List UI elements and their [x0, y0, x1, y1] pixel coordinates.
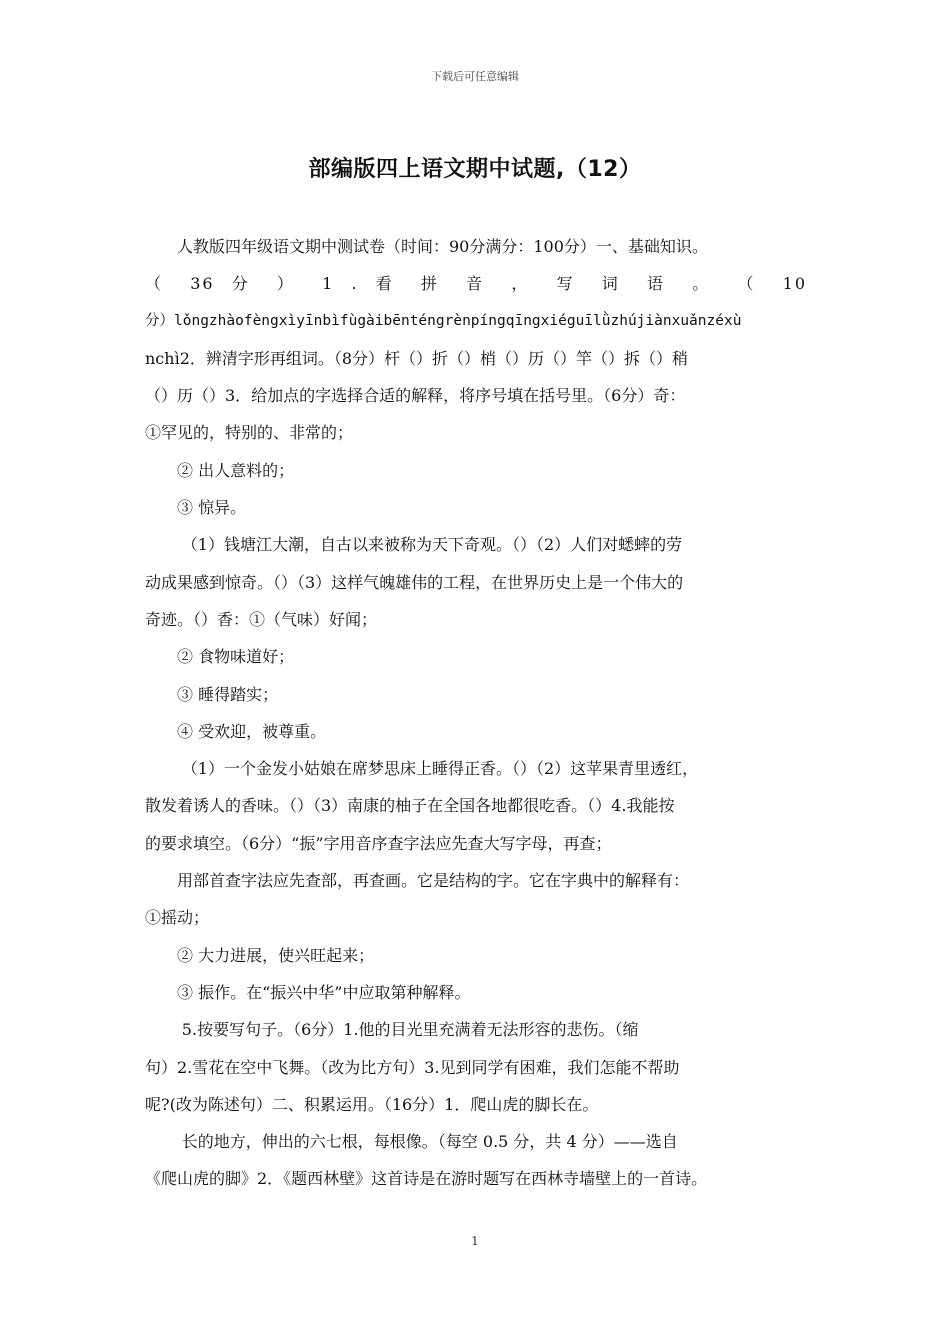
text-line: 长的地方，伸出的六七根，每根像。（每空 0.5 分，共 4 分）——选自 [181, 1132, 678, 1152]
text-line: 人教版四年级语文期中测试卷（时间：90分满分：100分）一、基础知识。 [177, 237, 708, 256]
header-note: 下载后可任意编辑 [431, 70, 519, 83]
pinyin-line: 分）lǒngzhàofèngxìyīnbìfùgàibēnténgrènpíngqīngxiéguīlǜzhújiànxuǎnzéxù [145, 312, 742, 329]
text-line: ③ 振作。在“振兴中华”中应取第种解释。 [177, 982, 471, 1002]
text-line: 《爬山虎的脚》2．《题西林壁》这首诗是在游时题写在西林寺墙壁上的一首诗。 [145, 1169, 708, 1189]
text-line: （1）一个金发小姑娘在席梦思床上睡得正香。（）（2）这苹果青里透红， [181, 759, 699, 779]
page-number: 1 [471, 1234, 479, 1248]
text-line: 5.按要写句子。（6分）1.他的目光里充满着无法形容的悲伤。（缩 [181, 1020, 639, 1040]
document-body [145, 228, 807, 1198]
text-line: （ 36 分 ） 1 . 看 拼 音 ， 写 词 语 。 （ 10 [145, 274, 807, 294]
text-line: ①罕见的，特别的、非常的； [145, 423, 354, 443]
text-line: 的要求填空。（6分）“振”字用音序查字法应先查大写字母，再查； [145, 833, 612, 853]
text-line: （1）钱塘江大潮，自古以来被称为天下奇观。（）（2）人们对蟋蟀的劳 [181, 535, 683, 555]
text-line: ③ 惊异。 [177, 498, 247, 518]
text-line: ② 出人意料的； [177, 460, 295, 480]
text-line: 奇迹。（）香：①（气味）好闻； [145, 609, 378, 629]
text-line: 句）2.雪花在空中飞舞。（改为比方句）3.见到同学有困难，我们怎能不帮助 [145, 1057, 680, 1077]
text-line: 用部首查字法应先查部，再查画。它是结构的字。它在字典中的解释有： [177, 871, 690, 891]
text-line: 呢?(改为陈述句）二、积累运用。（16分）1．爬山虎的脚长在。 [145, 1094, 599, 1114]
text-line: ② 食物味道好； [177, 647, 295, 667]
text-line: 散发着诱人的香味。（）（3）南康的柚子在全国各地都很吃香。（）4.我能按 [145, 796, 675, 816]
text-line: nchì2．辨清字形再组词。（8分）杆（）折（）梢（）历（）竿（）拆（）稍 [145, 348, 689, 368]
text-line: ①摇动； [145, 908, 210, 928]
text-line: 动成果感到惊奇。（）（3）这样气魄雄伟的工程，在世界历史上是一个伟大的 [145, 572, 684, 592]
text-line: ③ 睡得踏实； [177, 684, 279, 704]
page-title: 部编版四上语文期中试题,（12） [308, 157, 642, 182]
text-line: （）历（）3．给加点的字选择合适的解释，将序号填在括号里。（6分）奇： [145, 386, 686, 406]
text-line: ④ 受欢迎，被尊重。 [177, 721, 327, 741]
text-line: ② 大力进展，使兴旺起来； [177, 945, 375, 965]
